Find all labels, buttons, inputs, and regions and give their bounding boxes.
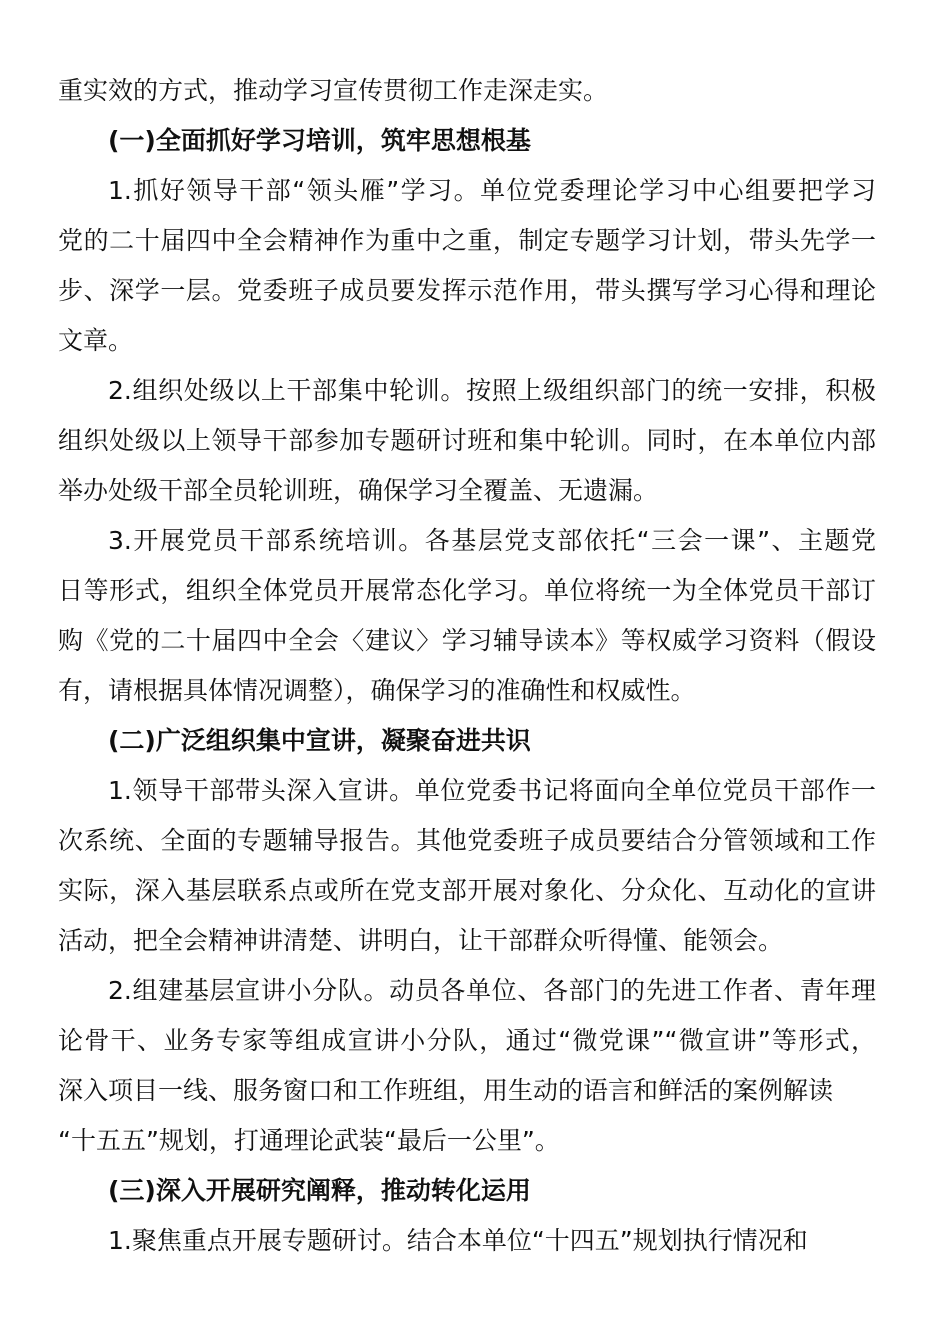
text-line: 日等形式，组织全体党员开展常态化学习。单位将统一为全体党员干部订 — [58, 576, 876, 605]
text-line: “十五五”规划，打通理论武装“最后一公里”。 — [58, 1126, 560, 1155]
document-page — [58, 66, 876, 1266]
text-line: 文章。 — [58, 326, 134, 355]
text-line: 3.开展党员干部系统培训。各基层党支部依托“三会一课”、主题党 — [108, 526, 876, 555]
section-heading: (三)深入开展研究阐释，推动转化运用 — [108, 1176, 531, 1205]
text-line: 2.组织处级以上干部集中轮训。按照上级组织部门的统一安排，积极 — [108, 376, 876, 405]
text-line: 组织处级以上领导干部参加专题研讨班和集中轮训。同时，在本单位内部 — [58, 426, 876, 455]
text-line: 举办处级干部全员轮训班，确保学习全覆盖、无遗漏。 — [58, 476, 659, 505]
text-line: 党的二十届四中全会精神作为重中之重，制定专题学习计划，带头先学一 — [58, 226, 876, 255]
text-line: 2.组建基层宣讲小分队。动员各单位、各部门的先进工作者、青年理 — [108, 976, 876, 1005]
text-line: 次系统、全面的专题辅导报告。其他党委班子成员要结合分管领域和工作 — [58, 826, 876, 855]
text-line: 1.聚焦重点开展专题研讨。结合本单位“十四五”规划执行情况和 — [108, 1226, 808, 1255]
text-line: 深入项目一线、服务窗口和工作班组，用生动的语言和鲜活的案例解读 — [58, 1076, 834, 1105]
text-line: 购《党的二十届四中全会〈建议〉学习辅导读本》等权威学习资料（假设 — [58, 626, 876, 655]
text-line: 重实效的方式，推动学习宣传贯彻工作走深走实。 — [58, 76, 609, 105]
text-line: 论骨干、业务专家等组成宣讲小分队，通过“微党课”“微宣讲”等形式， — [58, 1026, 876, 1055]
text-line: 步、深学一层。党委班子成员要发挥示范作用，带头撰写学习心得和理论 — [58, 276, 876, 305]
text-line: 实际，深入基层联系点或所在党支部开展对象化、分众化、互动化的宣讲 — [58, 876, 876, 905]
text-line: 1.领导干部带头深入宣讲。单位党委书记将面向全单位党员干部作一 — [108, 776, 876, 805]
text-line: 活动，把全会精神讲清楚、讲明白，让干部群众听得懂、能领会。 — [58, 926, 784, 955]
section-heading: (二)广泛组织集中宣讲，凝聚奋进共识 — [108, 726, 531, 755]
text-line: 有，请根据具体情况调整），确保学习的准确性和权威性。 — [58, 676, 696, 705]
text-line: 1.抓好领导干部“领头雁”学习。单位党委理论学习中心组要把学习 — [108, 176, 876, 205]
section-heading: (一)全面抓好学习培训，筑牢思想根基 — [108, 126, 531, 155]
